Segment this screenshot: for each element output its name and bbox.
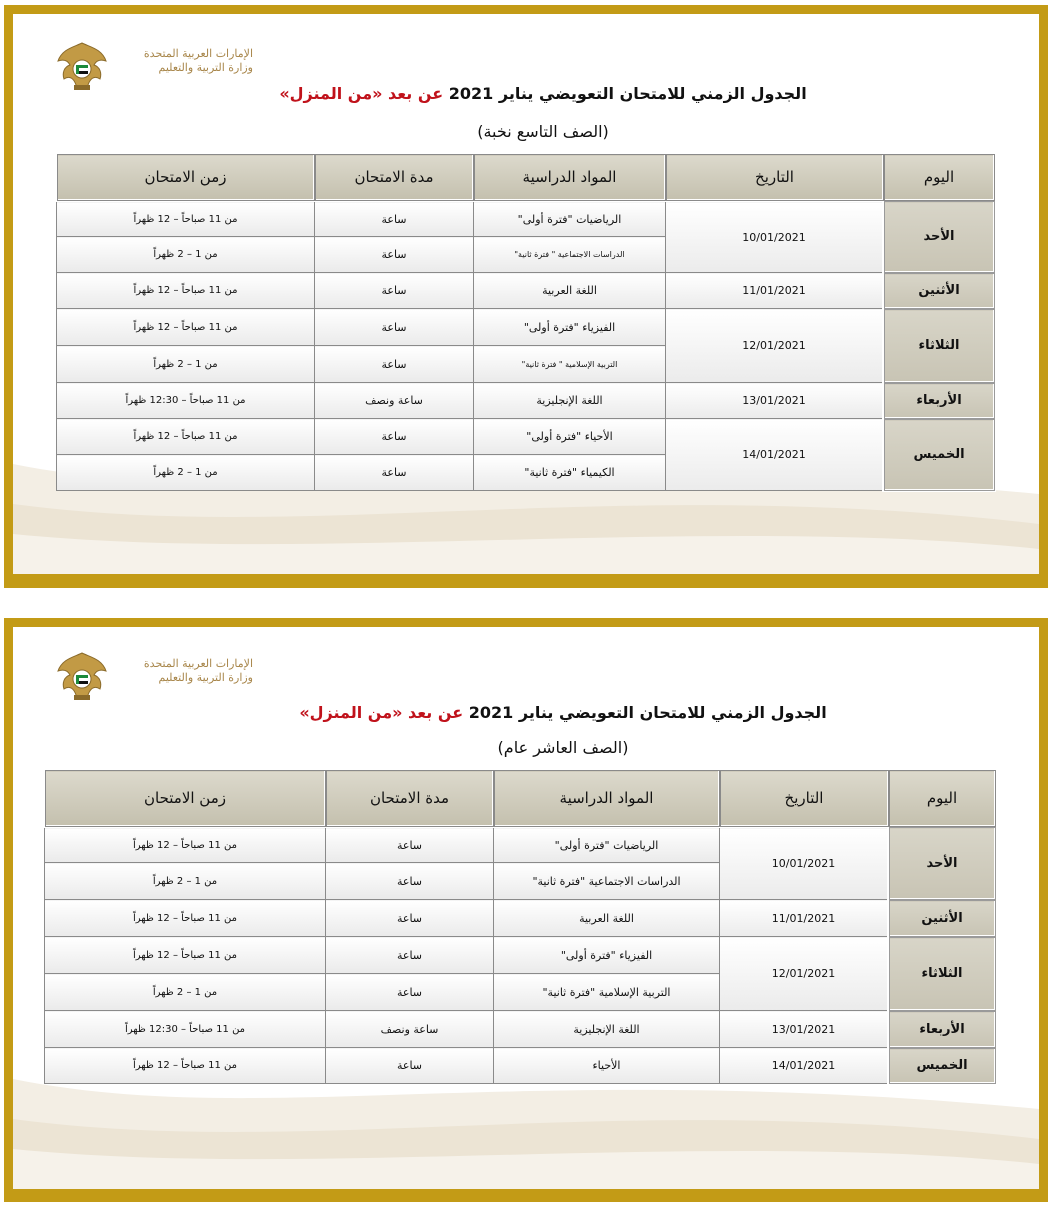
time-cell: من 11 صباحاً – 12 ظهراً — [45, 1048, 326, 1084]
header-subject: المواد الدراسية — [474, 154, 666, 201]
duration-cell: ساعة — [326, 937, 494, 974]
header-date: التاريخ — [666, 154, 884, 201]
duration-cell: ساعة — [326, 900, 494, 937]
duration-cell: ساعة — [315, 455, 474, 491]
table-row — [57, 419, 995, 455]
subject-cell: الفيزياء "فترة أولى" — [494, 937, 720, 974]
ministry-name — [113, 657, 253, 685]
day-cell: الخميس — [889, 1048, 996, 1084]
schedule-card-2 — [4, 618, 1048, 1202]
subject-cell: اللغة العربية — [474, 273, 666, 309]
subject-cell: التربية الإسلامية "فترة ثانية" — [494, 974, 720, 1011]
table-row — [45, 1011, 996, 1048]
day-cell: الأحد — [889, 827, 996, 900]
day-cell: الخميس — [884, 419, 995, 491]
date-cell: 12/01/2021 — [720, 937, 889, 1011]
time-cell: من 11 صباحاً – 12 ظهراً — [57, 201, 315, 237]
table-row — [45, 937, 996, 974]
time-cell: من 1 – 2 ظهراً — [45, 974, 326, 1011]
duration-cell: ساعة ونصف — [315, 383, 474, 419]
date-cell: 11/01/2021 — [666, 273, 884, 309]
time-cell: من 1 – 2 ظهراً — [45, 863, 326, 900]
date-cell: 12/01/2021 — [666, 309, 884, 383]
duration-cell: ساعة — [315, 419, 474, 455]
subject-cell: الرياضيات "فترة أولى" — [494, 827, 720, 863]
ministry-line-2: وزارة التربية والتعليم — [158, 671, 253, 684]
duration-cell: ساعة — [315, 346, 474, 383]
duration-cell: ساعة — [315, 237, 474, 273]
header-duration: مدة الامتحان — [315, 154, 474, 201]
date-cell: 10/01/2021 — [720, 827, 889, 900]
duration-cell: ساعة — [315, 201, 474, 237]
day-cell: الأثنين — [884, 273, 995, 309]
ministry-name — [113, 47, 253, 75]
time-cell: من 11 صباحاً – 12:30 ظهراً — [45, 1011, 326, 1048]
duration-cell: ساعة ونصف — [326, 1011, 494, 1048]
day-cell: الأثنين — [889, 900, 996, 937]
time-cell: من 11 صباحاً – 12 ظهراً — [57, 273, 315, 309]
subject-cell: الفيزياء "فترة أولى" — [474, 309, 666, 346]
day-cell: الأحد — [884, 201, 995, 273]
header-subject: المواد الدراسية — [494, 770, 720, 827]
time-cell: من 11 صباحاً – 12 ظهراً — [57, 419, 315, 455]
table-row — [57, 273, 995, 309]
date-cell: 11/01/2021 — [720, 900, 889, 937]
page-title — [193, 84, 893, 103]
time-cell: من 11 صباحاً – 12 ظهراً — [57, 309, 315, 346]
time-cell: من 1 – 2 ظهراً — [57, 346, 315, 383]
duration-cell: ساعة — [326, 974, 494, 1011]
table-row — [45, 900, 996, 937]
subject-cell: الأحياء — [494, 1048, 720, 1084]
subject-cell: الرياضيات "فترة أولى" — [474, 201, 666, 237]
duration-cell: ساعة — [326, 863, 494, 900]
page-title — [213, 703, 913, 722]
ministry-line-2: وزارة التربية والتعليم — [158, 61, 253, 74]
subject-cell: الأحياء "فترة أولى" — [474, 419, 666, 455]
grade-label: (الصف العاشر عام) — [497, 738, 629, 757]
date-cell: 14/01/2021 — [720, 1048, 889, 1084]
table-row — [45, 1048, 996, 1084]
header-date: التاريخ — [720, 770, 889, 827]
ministry-line-1: الإمارات العربية المتحدة — [143, 47, 253, 60]
time-cell: من 11 صباحاً – 12 ظهراً — [45, 937, 326, 974]
date-cell: 10/01/2021 — [666, 201, 884, 273]
schedule-table — [43, 768, 997, 1085]
subject-cell: الكيمياء "فترة ثانية" — [474, 455, 666, 491]
uae-eagle-emblem-icon — [54, 39, 110, 95]
header-time: زمن الامتحان — [57, 154, 315, 201]
time-cell: من 1 – 2 ظهراً — [57, 237, 315, 273]
header-day: اليوم — [889, 770, 996, 827]
subject-cell: اللغة العربية — [494, 900, 720, 937]
title-remote: عن بعد «من المنزل» — [299, 703, 464, 722]
header-time: زمن الامتحان — [45, 770, 326, 827]
time-cell: من 11 صباحاً – 12:30 ظهراً — [57, 383, 315, 419]
table-row — [57, 383, 995, 419]
time-cell: من 1 – 2 ظهراً — [57, 455, 315, 491]
day-cell: الثلاثاء — [884, 309, 995, 383]
day-cell: الأربعاء — [889, 1011, 996, 1048]
table-row — [45, 827, 996, 863]
time-cell: من 11 صباحاً – 12 ظهراً — [45, 900, 326, 937]
date-cell: 13/01/2021 — [666, 383, 884, 419]
title-remote: عن بعد «من المنزل» — [279, 84, 444, 103]
day-cell: الثلاثاء — [889, 937, 996, 1011]
schedule-card-1 — [4, 5, 1048, 588]
grade-label: (الصف التاسع نخبة) — [477, 122, 609, 141]
duration-cell: ساعة — [315, 273, 474, 309]
ministry-line-1: الإمارات العربية المتحدة — [143, 657, 253, 670]
date-cell: 14/01/2021 — [666, 419, 884, 491]
header-day: اليوم — [884, 154, 995, 201]
subject-cell: اللغة الإنجليزية — [474, 383, 666, 419]
date-cell: 13/01/2021 — [720, 1011, 889, 1048]
duration-cell: ساعة — [326, 1048, 494, 1084]
duration-cell: ساعة — [326, 827, 494, 863]
duration-cell: ساعة — [315, 309, 474, 346]
table-row — [57, 201, 995, 237]
subject-cell: الدراسات الاجتماعية "فترة ثانية" — [494, 863, 720, 900]
schedule-table — [55, 152, 996, 492]
subject-cell: التربية الإسلامية " فترة ثانية" — [474, 346, 666, 383]
title-main: الجدول الزمني للامتحان التعويضي يناير 2021 — [448, 84, 807, 103]
time-cell: من 11 صباحاً – 12 ظهراً — [45, 827, 326, 863]
table-row — [57, 309, 995, 346]
header-duration: مدة الامتحان — [326, 770, 494, 827]
day-cell: الأربعاء — [884, 383, 995, 419]
uae-eagle-emblem-icon — [54, 649, 110, 705]
subject-cell: اللغة الإنجليزية — [494, 1011, 720, 1048]
subject-cell: الدراسات الاجتماعية " فترة ثانية" — [474, 237, 666, 273]
title-main: الجدول الزمني للامتحان التعويضي يناير 2021 — [468, 703, 827, 722]
